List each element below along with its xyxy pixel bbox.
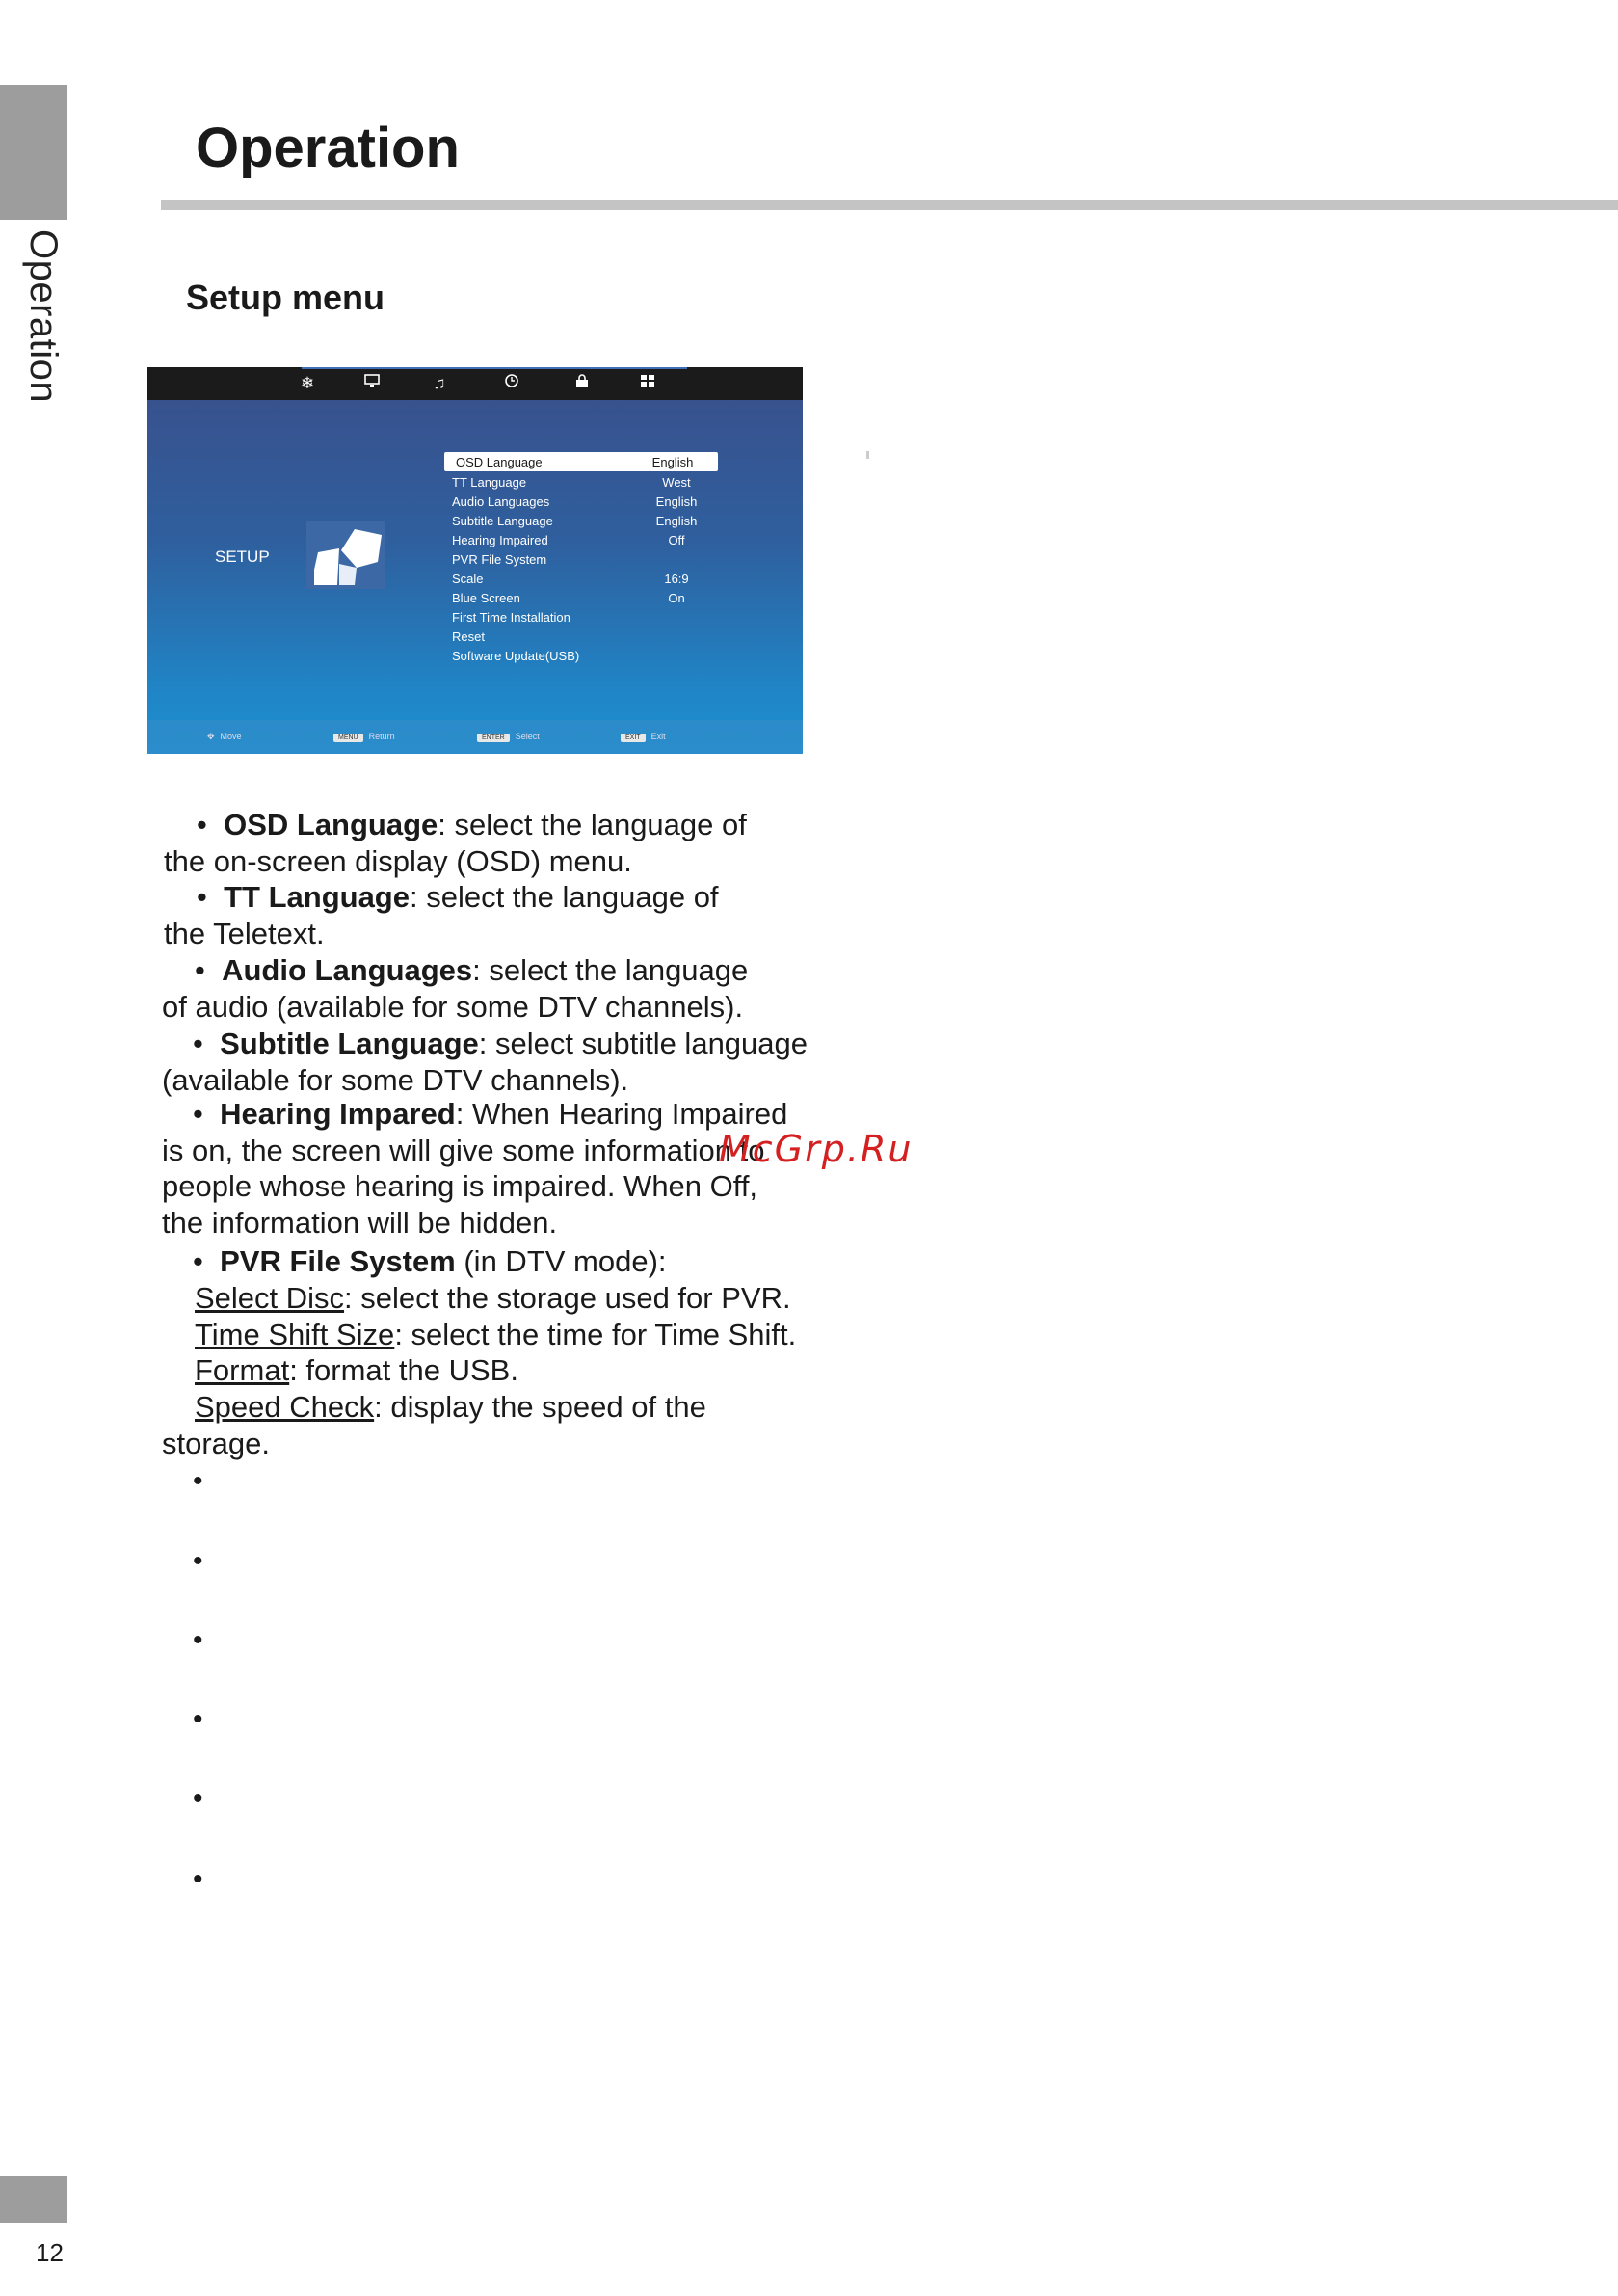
page-number: 12 — [36, 2238, 64, 2267]
menu-item-reset[interactable]: Reset — [452, 629, 485, 644]
tt-language-desc: the Teletext. — [164, 917, 325, 950]
select-disc-line: Select Disc: select the storage used for PVR. — [195, 1281, 791, 1315]
setup-label: SETUP — [215, 547, 270, 566]
lock-icon — [571, 373, 593, 394]
menu-item-blue-screen[interactable]: Blue Screen On — [452, 591, 685, 605]
side-section-label: Operation — [22, 229, 65, 404]
menu-item-subtitle-language[interactable]: Subtitle Language English — [452, 514, 698, 528]
menu-item-first-time-installation[interactable]: First Time Installation — [452, 610, 570, 625]
grid-icon — [637, 373, 658, 394]
subtitle-language-item: • Subtitle Language: select subtitle language — [193, 1027, 809, 1060]
empty-bullet: • — [193, 1863, 203, 1895]
snowflake-icon: ❄ — [300, 374, 315, 392]
hearing-impaired-desc-2: people whose hearing is impaired. When Off, — [162, 1169, 758, 1203]
empty-bullet: • — [193, 1624, 203, 1656]
hearing-impaired-desc-3: the information will be hidden. — [162, 1206, 558, 1240]
format-line: Format: format the USB. — [195, 1353, 518, 1387]
menu-item-software-update[interactable]: Software Update(USB) — [452, 649, 580, 663]
menu-item-pvr-file-system[interactable]: PVR File System — [452, 552, 547, 567]
osd-language-desc: the on-screen display (OSD) menu. — [164, 844, 632, 878]
hint-move: ✥ Move — [207, 732, 242, 741]
section-heading: Setup menu — [186, 278, 385, 317]
setup-menu-screenshot — [147, 367, 803, 754]
pvr-file-system-item: • PVR File System (in DTV mode): — [193, 1244, 667, 1278]
speed-check-cont: storage. — [162, 1427, 271, 1460]
move-arrows-icon: ✥ — [207, 732, 215, 741]
footer-tab-marker — [0, 2176, 67, 2223]
tv-menu-tabs — [147, 367, 803, 400]
hint-exit: EXIT Exit — [621, 732, 666, 742]
page-title: Operation — [196, 117, 460, 179]
osd-language-item: • OSD Language: select the language of — [197, 808, 747, 841]
menu-item-tt-language[interactable]: TT Language West — [452, 475, 691, 490]
empty-bullet: • — [193, 1465, 203, 1497]
audio-languages-item: • Audio Languages: select the language — [195, 953, 749, 987]
hearing-impaired-desc-1: is on, the screen will give some information to — [162, 1134, 765, 1167]
menu-item-audio-languages[interactable]: Audio Languages English — [452, 494, 698, 509]
watermark: McGrp.Ru — [719, 1128, 914, 1170]
menu-item-osd-language[interactable]: OSD Language English — [444, 452, 718, 471]
title-divider — [161, 200, 1618, 210]
hint-select: ENTER Select — [477, 732, 540, 742]
subtitle-language-desc: (available for some DTV channels). — [162, 1063, 629, 1097]
menu-item-hearing-impaired[interactable]: Hearing Impaired Off — [452, 533, 685, 547]
music-note-icon: ♫ — [433, 374, 446, 392]
speed-check-line: Speed Check: display the speed of the — [195, 1390, 706, 1424]
side-tab-marker — [0, 85, 67, 220]
monitor-icon — [361, 373, 383, 394]
tv-hint-bar — [147, 720, 803, 754]
menu-item-scale[interactable]: Scale 16:9 — [452, 572, 689, 586]
empty-bullet: • — [193, 1545, 203, 1577]
setup-tools-icon — [306, 521, 385, 589]
tt-language-item: • TT Language: select the language of — [197, 880, 719, 914]
clock-icon — [501, 373, 522, 394]
time-shift-size-line: Time Shift Size: select the time for Time Shift. — [195, 1318, 797, 1351]
audio-languages-desc: of audio (available for some DTV channels). — [162, 990, 744, 1024]
hearing-impaired-item: • Hearing Impared: When Hearing Impaired — [193, 1097, 788, 1131]
empty-bullet: • — [193, 1703, 203, 1735]
hint-return: MENU Return — [333, 732, 395, 742]
empty-bullet: • — [193, 1782, 203, 1814]
